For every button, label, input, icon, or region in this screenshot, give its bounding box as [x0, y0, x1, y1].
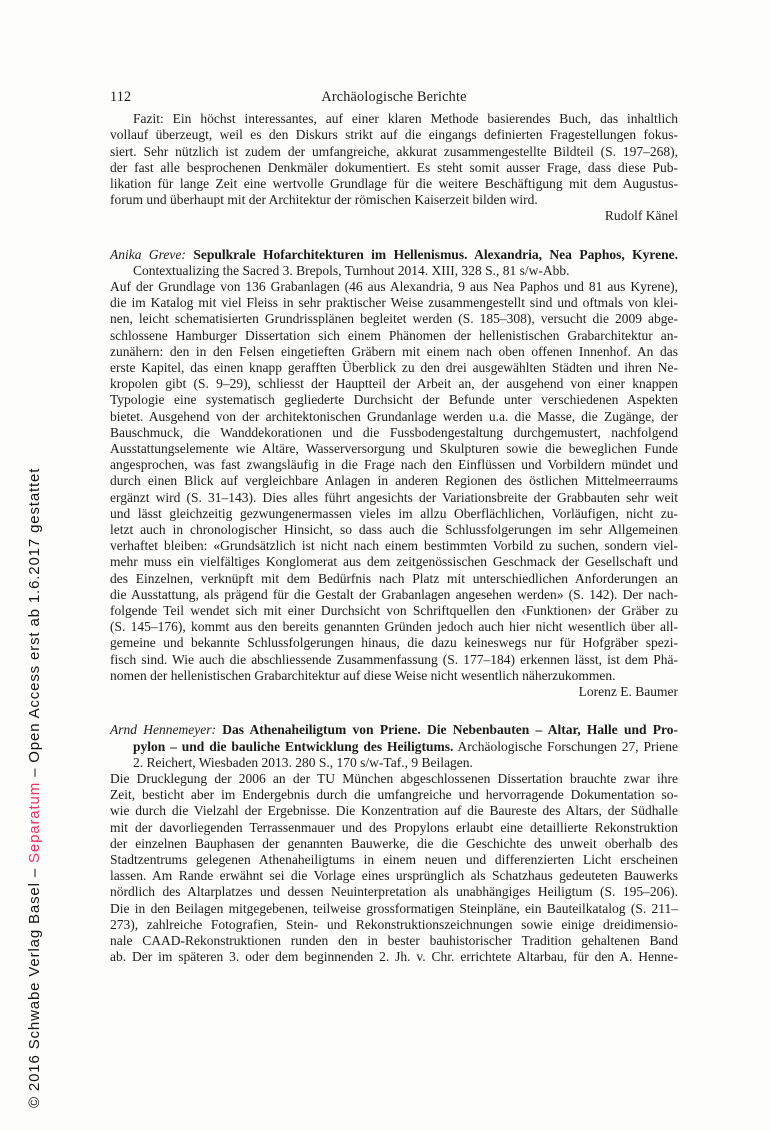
text-segment: lassen. Am Rande erwähnt sei die Vorlage eines ursprünglich als Schatzhaus gedeuteten Bauwerks [110, 868, 678, 884]
reviewer-signature-kaenel: Rudolf Känel [604, 208, 678, 224]
text-segment: 273), zahlreiche Fotografien, Stein- und Rekonstruktionszeichnungen sowie einige dreidimensio- [110, 916, 678, 932]
text-line [110, 376, 678, 392]
text-line [110, 111, 678, 127]
text-line [110, 803, 678, 819]
text-segment: 2. Reichert, Wiesbaden 2013. 280 S., 170 s/w-Taf., 9 Beilagen. [133, 754, 473, 770]
text-line [110, 949, 678, 965]
text-line [110, 933, 678, 949]
text-line [110, 739, 678, 755]
text-line [110, 144, 678, 160]
review-hennemeyer-heading [110, 722, 678, 771]
review-greve-heading [110, 247, 678, 279]
text-line [110, 457, 678, 473]
text-line [110, 279, 678, 295]
text-line [110, 836, 678, 852]
text-line [110, 755, 678, 771]
text-segment: Ausstattungselemente wie Altäre, Wasserversorgung und Skulpturen sowie die beweglichen Funde [110, 441, 678, 457]
text-segment: verhaftet bleiben: «Grundsätzlich ist nicht nach einem bestimmten Vorbild zu suchen, sondern viel- [110, 538, 678, 554]
text-segment: erste Kapitel, das einen knapp gerafften Überblick zu den drei ausgewählten Städten und ihren Ne- [110, 360, 678, 376]
text-segment: und lässt gleichzeitig gezwungenermassen vieles im allzu Oberflächlichen, Vorläufigen, nicht zu- [110, 505, 678, 521]
text-segment: forum und überhaupt mit der Architektur der römischen Kaiserzeit bilden wird. [110, 192, 538, 208]
text-line [110, 192, 678, 208]
text-line [110, 820, 678, 836]
book-title: pylon – und die bauliche Entwicklung des Heiligtums. [133, 738, 454, 754]
text-line [110, 771, 678, 787]
text-segment: Bauschmuck, die Wanddekorationen und die Fussbodengestaltung durchgemustert, nachfolgend [110, 424, 678, 440]
text-segment: nen, leicht schematisierten Grundrissplänen begleitet werden (S. 185–308), versucht die 2009 abge- [110, 311, 678, 327]
text-segment: Fazit: Ein höchst interessantes, auf einer klaren Methode basierendes Buch, das inhaltlich [133, 111, 678, 127]
text-segment: folgende Teil wendet sich mit einer Durchsicht von Schriftquellen den ‹Funktionen› der Gräber zu [110, 603, 678, 619]
text-segment: nale CAAD-Rekonstruktionen runden den in bester bauhistorischer Tradition gehaltenen Band [110, 932, 678, 948]
page-content [110, 89, 678, 965]
text-segment: die Ausstattung, als prägend für die Gestalt der Grabanlagen angesehen werden» (S. 142). Der nach- [110, 586, 678, 602]
text-segment: vollauf überzeugt, weil es den Diskurs strikt auf die eingangs definierten Fragestellungen fokus- [110, 127, 678, 143]
text-line [110, 722, 678, 738]
text-line [110, 506, 678, 522]
text-line [110, 587, 678, 603]
text-line [110, 652, 678, 668]
text-line [110, 247, 678, 263]
text-line [110, 409, 678, 425]
text-segment: die im Katalog mit viel Fleiss in sehr praktischer Weise zusammengestellt sind und oftmals von klei- [110, 295, 678, 311]
separatum-label: Separatum [26, 781, 43, 863]
text-line [110, 522, 678, 538]
text-line [110, 311, 678, 327]
text-segment: mehr muss ein vielfältiges Konglomerat aus dem zeitgenössischen Geschmack der Gesellschaft und [110, 554, 678, 570]
text-segment: siert. Sehr nützlich ist zudem der umfangreiche, akkurat zusammengestellte Bildteil (S. 197–268), [110, 143, 678, 159]
text-segment: Zeit, besticht aber im Endergebnis durch die umfangreiche und hervorragende Dokumentation so- [110, 787, 678, 803]
text-line [110, 328, 678, 344]
text-line [110, 901, 678, 917]
text-line [110, 619, 678, 635]
text-segment: ergänzt wird (S. 31–143). Dies alles führt angesichts der Variationsbreite der Grabbauten sehr weit [110, 489, 678, 505]
text-segment: fisch sind. Wie auch die abschliessende Zusammenfassung (S. 177–184) erkennen lässt, ist dem Phä- [110, 651, 678, 667]
text-line [110, 603, 678, 619]
text-segment: der fast alle besprochenen Denkmäler dokumentiert. Es steht somit ausser Frage, dass diese Pub- [110, 159, 678, 175]
text-line [110, 490, 678, 506]
text-line [110, 392, 678, 408]
page-number: 112 [110, 89, 132, 105]
text-line [110, 635, 678, 651]
text-segment: zunähern: den in den Felsen eingetieften Gräbern mit einem nach oben offenen Innenhof. An das [110, 343, 678, 359]
text-line [110, 425, 678, 441]
text-segment: (S. 145–176), kommt aus den bereits genannten Gründen jedoch auch hier nicht wesentlich über all- [110, 619, 678, 635]
text-line [110, 176, 678, 192]
reviewer-name: Arnd Hennemeyer: [110, 722, 223, 738]
text-segment: Auf der Grundlage von 136 Grabanlagen (46 aus Alexandria, 9 aus Nea Paphos und 81 aus Kyrene), [110, 279, 678, 295]
text-segment: Stadtzentrums gelegenen Athenaheiligtums in einem neuen und differenzierten Licht erscheinen [110, 851, 678, 867]
text-line [110, 441, 678, 457]
text-segment: Die in den Beilagen mitgegebenen, teilweise grossformatigen Steinpläne, ein Bauteilkatalog (S. 211– [110, 900, 678, 916]
review-kaenel-conclusion [110, 111, 678, 208]
text-line [110, 868, 678, 884]
review-text-blocks [110, 111, 678, 965]
copyright-segment: © 2016 Schwabe Verlag Basel – [26, 862, 43, 1108]
text-line [110, 473, 678, 489]
text-segment: ab. Der im späteren 3. oder dem beginnenden 2. Jh. v. Chr. errichtete Altarbau, für den A. Henne- [110, 949, 678, 965]
text-line [110, 554, 678, 570]
text-segment: Typologie eine systematisch gegliederte Durchsicht der Befunde unter verschiedenen Aspekten [110, 392, 678, 408]
text-segment: nördlich des Altarplatzes und dessen Neuinterpretation als unabhängiges Heiligtum (S. 195–206). [110, 884, 678, 900]
text-segment: angesprochen, was fast zwangsläufig in die Frage nach den Einflüssen und Vorbildern mündet und [110, 457, 678, 473]
text-segment: durch einen Blick auf vergleichbare Anlagen in anderen Regionen des östlichen Mittelmeerraums [110, 473, 678, 489]
text-line [110, 917, 678, 933]
text-segment: der einzelnen Bauphasen der genannten Bauwerke, die die Geschichte des unweit oberhalb des [110, 835, 678, 851]
text-line [110, 884, 678, 900]
text-line [110, 295, 678, 311]
text-segment: likation für lange Zeit eine wertvolle Grundlage für die weitere Beschäftigung mit dem Augustus- [110, 176, 678, 191]
text-line [110, 538, 678, 554]
running-title: Archäologische Berichte [321, 89, 467, 105]
text-segment: bietet. Ausgehend von der architektonischen Grundanlage werden u.a. die Masse, die Zugänge, der [110, 408, 678, 424]
text-segment: letzt auch in chronologischer Hinsicht, so dass auch die Schlussfolgerungen im sehr Allgemeinen [110, 522, 678, 538]
reviewer-signature-baumer: Lorenz E. Baumer [578, 684, 678, 700]
text-line [110, 571, 678, 587]
text-line [110, 360, 678, 376]
text-segment: Contextualizing the Sacred 3. Brepols, Turnhout 2014. XIII, 328 S., 81 s/w-Abb. [133, 262, 570, 278]
text-segment: des Einzelnen, verknüpft mit dem Bedürfnis nach Platz mit unterschiedlichen Anforderungen an [110, 570, 678, 586]
text-line [110, 668, 678, 684]
book-title: Sepulkrale Hofarchitekturen im Hellenismus. Alexandria, Nea Paphos, Kyrene. [193, 246, 678, 262]
reviewer-name: Anika Greve: [110, 246, 194, 262]
text-segment: kropolen gibt (S. 9–29), schliesst der Hauptteil der Arbeit an, der ausgehend von einer knappen [110, 376, 678, 392]
text-line [110, 344, 678, 360]
review-greve-body [110, 279, 678, 684]
text-line [110, 787, 678, 803]
book-title: Das Athenaheiligtum von Priene. Die Nebenbauten – Altar, Halle und Pro- [222, 722, 678, 738]
text-line [110, 160, 678, 176]
page-header [110, 89, 678, 105]
text-segment: mit der davorliegenden Terrassenmauer und des Propylons erlaubt eine detaillierte Rekonstruktion [110, 819, 678, 835]
text-line [110, 263, 678, 279]
copyright-segment: – Open Access erst ab 1.6.2017 gestattet [26, 467, 43, 782]
text-segment: Die Drucklegung der 2006 an der TU München abgeschlossenen Dissertation brauchte zwar ihre [110, 770, 678, 786]
copyright-sidebar-text [26, 468, 43, 1108]
text-segment: Archäologische Forschungen 27, Priene [453, 738, 679, 754]
text-line [110, 852, 678, 868]
text-line [110, 127, 678, 143]
text-segment: wie durch die Vielzahl der Ergebnisse. Die Konzentration auf die Baureste des Altars, der Südhalle [110, 803, 678, 819]
text-segment: nomen der hellenistischen Grabarchitektur auf diese Weise nicht wesentlich näherzukommen. [110, 667, 616, 683]
review-hennemeyer-body [110, 771, 678, 965]
text-segment: gemeine und bekannte Schlussfolgerungen hinaus, die dazu keineswegs nur für Hofgräber spezi- [110, 635, 678, 651]
text-segment: schlossene Hamburger Dissertation sich einem Phänomen der hellenistischen Grabarchitektur an- [110, 327, 678, 343]
